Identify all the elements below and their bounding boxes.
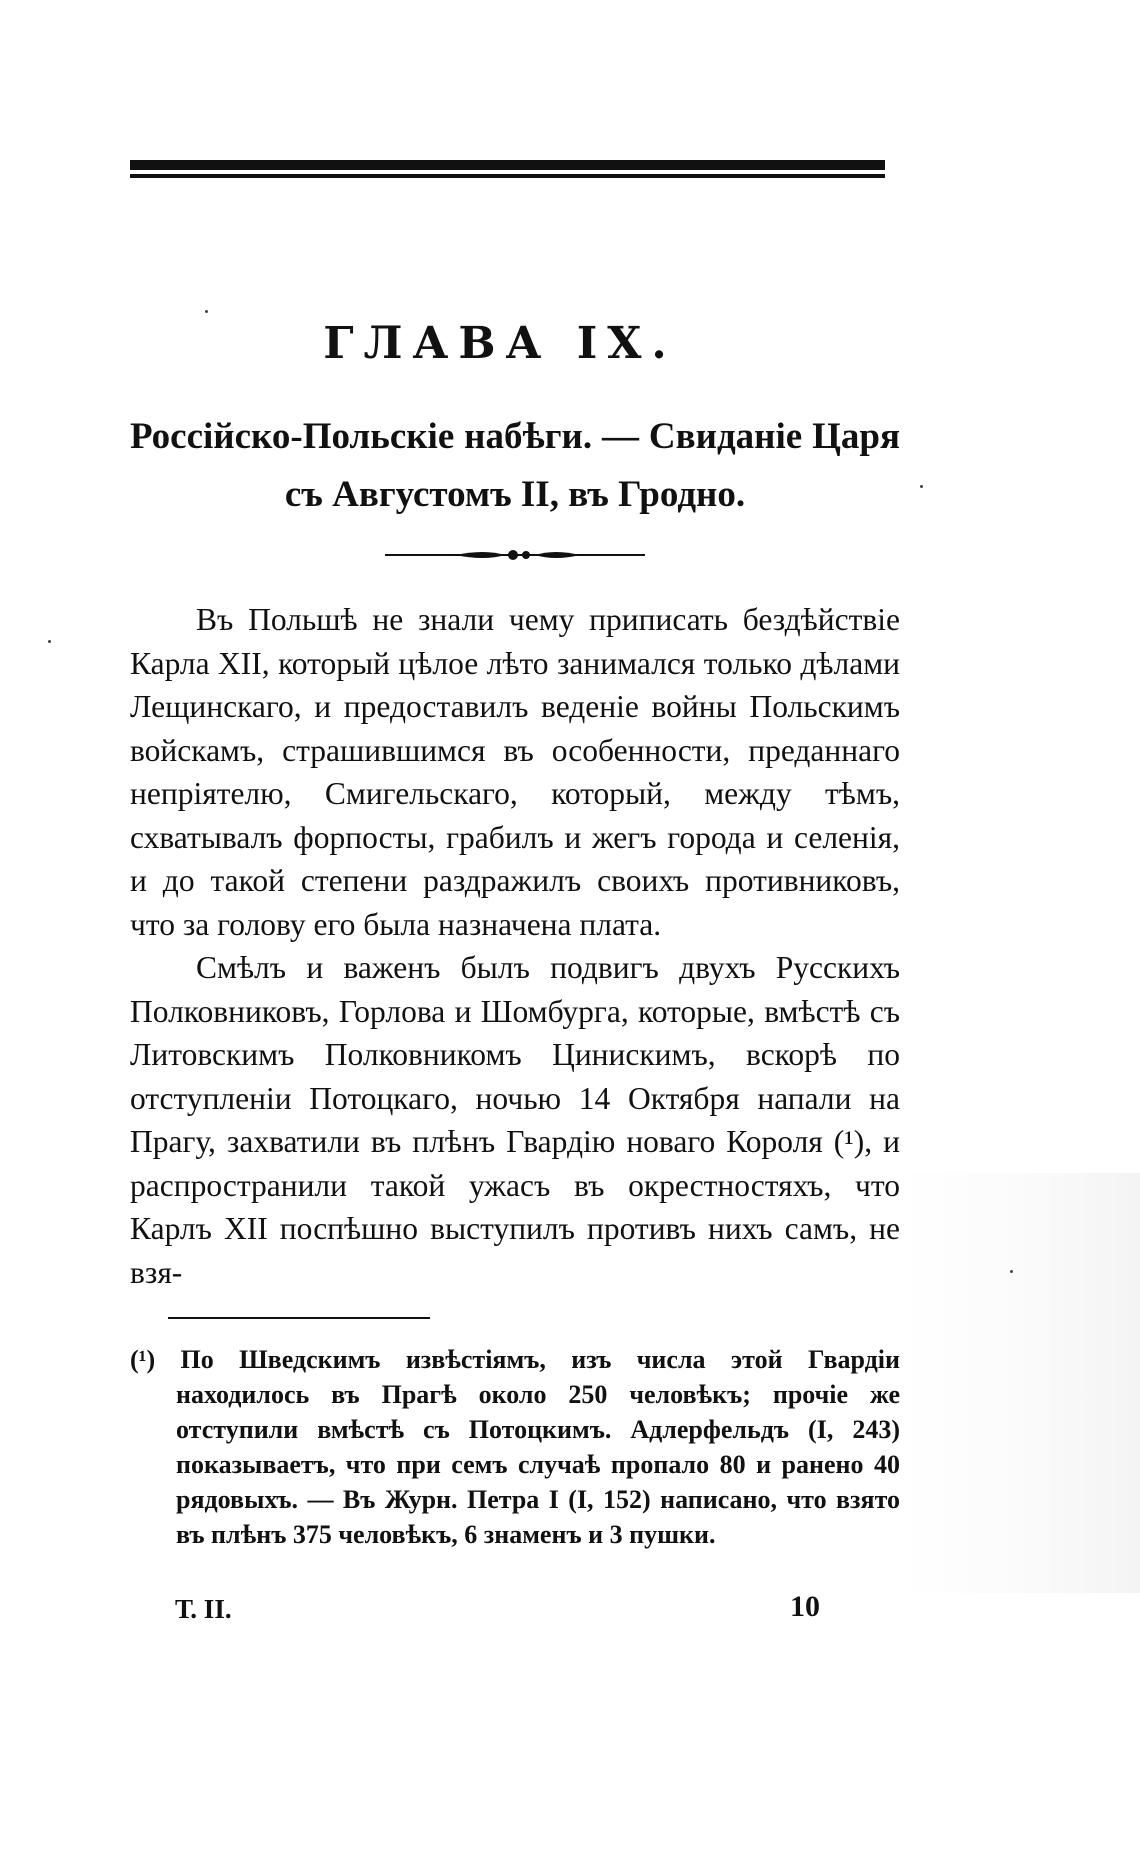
chapter-subtitle: Россійско-Польскіе набѣги. — Свиданіе Царя съ Августомъ II, въ Гродно. xyxy=(130,416,900,515)
scan-speck xyxy=(48,640,51,643)
footnote-text: По Шведскимъ извѣстіямъ, изъ числа этой Гвардіи находилось въ Прагѣ около 250 человѣкъ; прочіе же отступили вмѣстѣ съ Потоцкимъ. Адлерфельдъ (I, 243) показываетъ, что при семъ случаѣ пропало 80 и ранено 40 рядовыхъ. — Въ Журн. Петра I (I, 152) написано, что взято въ плѣнъ 375 человѣкъ, 6 знаменъ и 3 пушки. xyxy=(176,1345,901,1549)
header-rule-thick xyxy=(130,160,885,170)
scan-speck xyxy=(205,310,208,313)
body-text xyxy=(130,598,900,1294)
volume-signature: Т. II. xyxy=(175,1594,232,1624)
scan-speck xyxy=(920,485,923,488)
scan-shadow xyxy=(900,1173,1140,1593)
paragraph: Смѣлъ и важенъ былъ подвигъ двухъ Русскихъ Полковниковъ, Горлова и Шомбурга, которые, вмѣстѣ съ Литовскимъ Полковникомъ Цинискимъ, вскорѣ по отступленіи Потоцкаго, ночью 14 Октября напали на Прагу, захватили въ плѣнъ Гвардію новаго Короля (¹), и распространили такой ужасъ въ окрестностяхъ, что Карлъ XII поспѣшно выступилъ противъ нихъ самъ, не взя- xyxy=(130,950,900,1290)
sheet-number: 10 xyxy=(790,1590,820,1623)
footnote-rule xyxy=(168,1317,430,1319)
footnote-marker: (¹) xyxy=(130,1345,156,1374)
footnote-body xyxy=(130,1342,900,1552)
header-double-rule xyxy=(130,160,885,180)
paragraph: Въ Польшѣ не знали чему приписать бездѣйствіе Карла XII, который цѣлое лѣто занимался только дѣлами Лещинскаго, и предоставилъ веденіе войны Польскимъ войскамъ, страшившимся въ особенности, преданнаго непріятелю, Смигельскаго, который, между тѣмъ, схватывалъ форпосты, грабилъ и жегъ города и селенія, и до такой степени раздражилъ своихъ противниковъ, что за голову его была назначена плата. xyxy=(130,602,900,942)
header-rule-thin xyxy=(130,174,885,178)
footnote xyxy=(130,1342,900,1552)
ornament-divider-icon xyxy=(385,548,645,562)
chapter-title: ГЛАВА IX. xyxy=(323,318,677,369)
scan-speck xyxy=(1010,1270,1013,1273)
